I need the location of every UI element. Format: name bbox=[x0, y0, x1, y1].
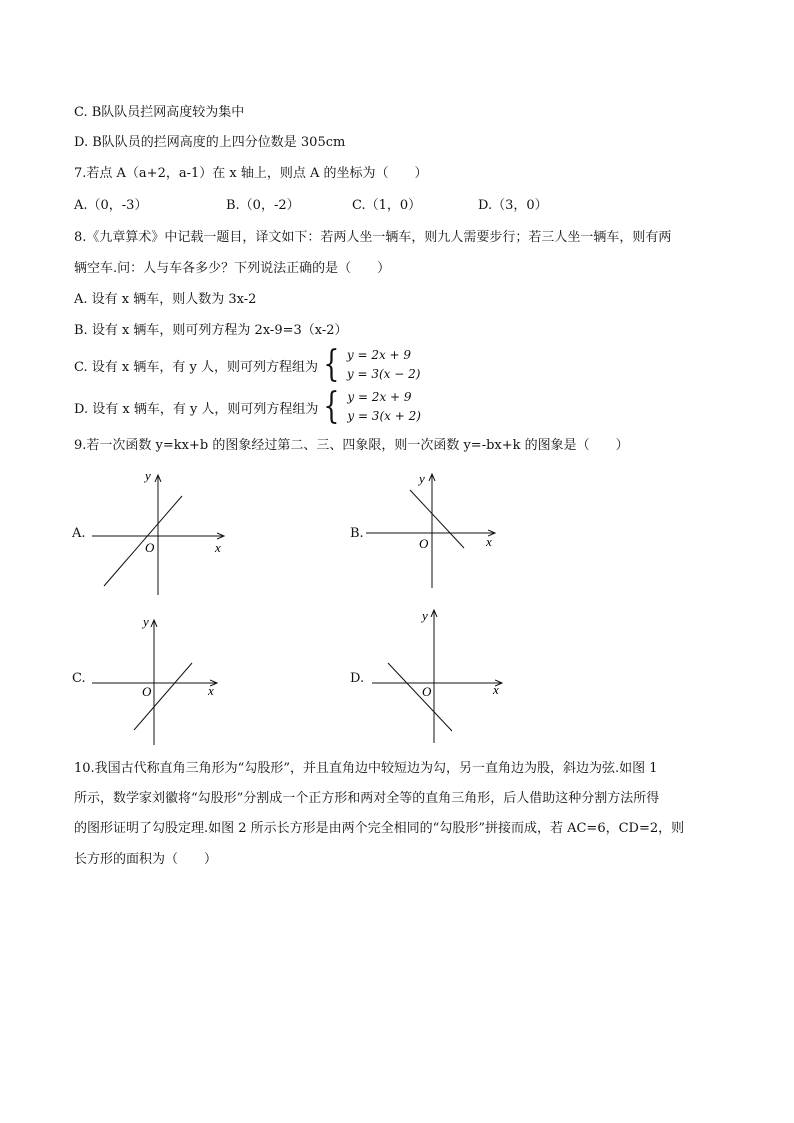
brace-icon: { bbox=[323, 344, 340, 385]
brace-icon: { bbox=[323, 386, 340, 427]
y-axis-label: y bbox=[143, 614, 149, 629]
q7-option-a: A.（0，-3） bbox=[74, 198, 148, 213]
q8-option-d-system bbox=[347, 388, 421, 426]
origin-label: O bbox=[422, 684, 432, 699]
q9-graphs bbox=[0, 460, 794, 760]
q8-option-b: B. 设有 x 辆车，则可列方程为 2x-9=3（x-2） bbox=[74, 323, 348, 338]
q9-graph-a-label: A. bbox=[72, 526, 86, 541]
q6-option-c: C. B队队员拦网高度较为集中 bbox=[74, 105, 245, 120]
q9-graph-d-label: D. bbox=[350, 671, 365, 686]
q9-graph-b-label: B. bbox=[350, 526, 364, 541]
q7-option-c: C.（1，0） bbox=[352, 198, 422, 213]
q6-option-d: D. B队队员的拦网高度的上四分位数是 305cm bbox=[74, 135, 346, 150]
function-line bbox=[388, 663, 452, 731]
y-axis-label: y bbox=[419, 471, 425, 486]
origin-label: O bbox=[142, 684, 152, 699]
q10-stem-line3: 的图形证明了勾股定理.如图 2 所示长方形是由两个完全相同的“勾股形”拼接而成，若 AC=6，CD=2，则 bbox=[74, 821, 685, 836]
q10-stem-line1: 10.我国古代称直角三角形为“勾股形”，并且直角边中较短边为勾，另一直角边为股，斜边为弦.如图 1 bbox=[74, 761, 658, 776]
y-axis-label: y bbox=[145, 468, 151, 483]
q8-option-a: A. 设有 x 辆车，则人数为 3x-2 bbox=[74, 292, 257, 307]
origin-label: O bbox=[145, 540, 155, 555]
q7-option-b: B.（0，-2） bbox=[226, 198, 300, 213]
equation: y = 2x + 9 bbox=[346, 348, 412, 362]
graph-c bbox=[92, 614, 217, 745]
q8-option-c bbox=[74, 346, 420, 384]
q8-stem-line2: 辆空车.问：人与车各多少？下列说法正确的是（ ） bbox=[74, 261, 391, 276]
q8-option-c-text: C. 设有 x 辆车，有 y 人，则可列方程组为 bbox=[74, 359, 318, 375]
equation: y = 3(x − 2) bbox=[346, 367, 421, 381]
graph-b bbox=[366, 471, 495, 588]
origin-label: O bbox=[419, 536, 429, 551]
q9-stem: 9.若一次函数 y=kx+b 的图象经过第二、三、四象限，则一次函数 y=-bx+k 的图象是（ ） bbox=[74, 438, 629, 453]
equation: y = 2x + 9 bbox=[347, 390, 412, 404]
q10-stem-line2: 所示，数学家刘徽将“勾股形”分割成一个正方形和两对全等的直角三角形，后人借助这种分割方法所得 bbox=[74, 791, 660, 806]
q8-option-d bbox=[74, 388, 421, 426]
x-axis-label: x bbox=[493, 682, 499, 697]
q9-graph-c-label: C. bbox=[72, 671, 86, 686]
q7-option-d: D.（3，0） bbox=[478, 198, 548, 213]
graph-a bbox=[92, 468, 224, 595]
equation: y = 3(x + 2) bbox=[347, 409, 421, 423]
q10-stem-line4: 长方形的面积为（ ） bbox=[74, 852, 218, 867]
function-line bbox=[104, 496, 182, 586]
x-axis-label: x bbox=[486, 534, 492, 549]
q8-option-d-text: D. 设有 x 辆车，有 y 人，则可列方程组为 bbox=[74, 401, 319, 417]
x-axis-label: x bbox=[215, 540, 221, 555]
q7-stem: 7.若点 A（a+2，a-1）在 x 轴上，则点 A 的坐标为（ ） bbox=[74, 166, 428, 181]
graph-d bbox=[372, 608, 502, 743]
q8-stem-line1: 8.《九章算术》中记载一题目，译文如下：若两人坐一辆车，则九人需要步行；若三人坐一辆车，则有两 bbox=[74, 230, 672, 245]
q8-option-c-system bbox=[347, 346, 421, 384]
y-axis-label: y bbox=[422, 608, 428, 623]
x-axis-label: x bbox=[208, 683, 214, 698]
